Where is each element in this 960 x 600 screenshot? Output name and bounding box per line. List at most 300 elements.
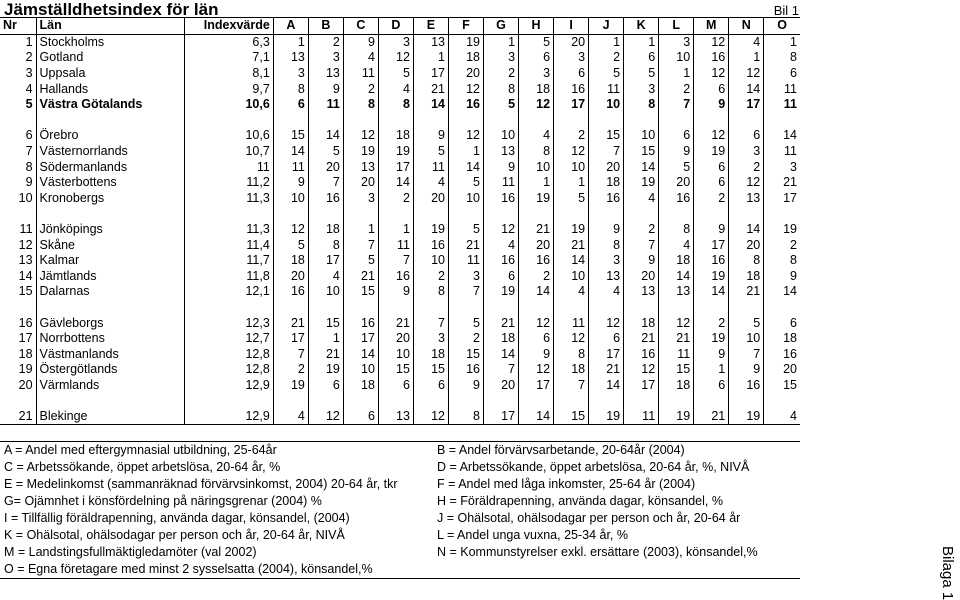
rank-cell: 1 xyxy=(25,34,33,49)
metric-cell: 19 xyxy=(589,409,624,425)
metric-cell: 4 xyxy=(378,81,413,97)
metric-cell: 1 xyxy=(729,50,764,66)
index-value-cell: 12,9 xyxy=(184,409,273,425)
legend-item: A = Andel med eftergymnasial utbildning, 25-64år xyxy=(4,443,277,457)
metric-cell: 17 xyxy=(413,66,448,82)
metric-cell: 10 xyxy=(343,362,378,378)
metric-cell: 10 xyxy=(624,128,659,144)
metric-cell: 2 xyxy=(484,66,519,82)
metric-cell: 10 xyxy=(484,128,519,144)
metric-cell: 20 xyxy=(659,175,694,191)
legend-item: B = Andel förvärvsarbetande, 20-64år (2004) xyxy=(437,443,685,457)
legend-item: E = Medelinkomst (sammanräknad förvärvsinkomst, 2004) 20-64 år, tkr xyxy=(4,477,398,491)
metric-cell: 14 xyxy=(378,175,413,191)
index-value-cell: 11 xyxy=(184,159,273,175)
empty-cell xyxy=(729,113,764,129)
metric-cell: 21 xyxy=(659,331,694,347)
metric-cell: 19 xyxy=(764,222,800,238)
metric-cell: 9 xyxy=(343,34,378,50)
empty-cell xyxy=(729,300,764,316)
metric-cell: 9 xyxy=(764,269,800,285)
empty-cell xyxy=(519,393,554,409)
metric-cell: 20 xyxy=(764,362,800,378)
metric-cell: 10 xyxy=(659,50,694,66)
metric-cell: 6 xyxy=(624,50,659,66)
empty-cell xyxy=(729,206,764,222)
empty-cell xyxy=(764,113,800,129)
metric-cell: 14 xyxy=(273,144,308,160)
rank-cell: 5 xyxy=(25,97,33,112)
empty-cell xyxy=(273,113,308,129)
metric-cell: 11 xyxy=(764,97,800,113)
table-row xyxy=(0,191,800,207)
county-name-cell: Skåne xyxy=(36,237,184,253)
metric-cell: 7 xyxy=(624,237,659,253)
metric-cell: 16 xyxy=(413,237,448,253)
metric-cell: 8 xyxy=(764,253,800,269)
metric-cell: 14 xyxy=(764,128,800,144)
metric-cell: 12 xyxy=(659,315,694,331)
metric-cell: 15 xyxy=(659,362,694,378)
empty-cell xyxy=(694,393,729,409)
metric-cell: 3 xyxy=(484,50,519,66)
rank-cell: 8 xyxy=(25,159,33,174)
metric-cell: 3 xyxy=(659,34,694,50)
metric-cell: 7 xyxy=(589,144,624,160)
column-header: D xyxy=(378,18,413,35)
metric-cell: 1 xyxy=(694,362,729,378)
metric-cell: 14 xyxy=(729,222,764,238)
metric-cell: 6 xyxy=(273,97,308,113)
metric-cell: 12 xyxy=(694,34,729,50)
metric-cell: 6 xyxy=(554,66,589,82)
metric-cell: 12 xyxy=(729,175,764,191)
metric-cell: 5 xyxy=(624,66,659,82)
metric-cell: 13 xyxy=(589,269,624,285)
metric-cell: 9 xyxy=(484,159,519,175)
metric-cell: 9 xyxy=(519,346,554,362)
metric-cell: 4 xyxy=(273,409,308,425)
metric-cell: 9 xyxy=(308,81,343,97)
metric-cell: 14 xyxy=(519,409,554,425)
metric-cell: 14 xyxy=(308,128,343,144)
metric-cell: 15 xyxy=(624,144,659,160)
metric-cell: 3 xyxy=(589,253,624,269)
empty-cell xyxy=(554,206,589,222)
legend-item: J = Ohälsotal, ohälsodagar per person och år, 20-64 år xyxy=(437,511,741,525)
metric-cell: 16 xyxy=(659,191,694,207)
empty-cell xyxy=(343,113,378,129)
metric-cell: 7 xyxy=(273,346,308,362)
metric-cell: 2 xyxy=(343,81,378,97)
metric-cell: 8 xyxy=(413,284,448,300)
county-name-cell: Jämtlands xyxy=(36,269,184,285)
metric-cell: 19 xyxy=(729,409,764,425)
empty-cell xyxy=(448,206,483,222)
metric-cell: 2 xyxy=(448,331,483,347)
metric-cell: 9 xyxy=(659,144,694,160)
metric-cell: 1 xyxy=(659,66,694,82)
metric-cell: 5 xyxy=(448,175,483,191)
metric-cell: 7 xyxy=(484,362,519,378)
metric-cell: 20 xyxy=(413,191,448,207)
metric-cell: 8 xyxy=(729,253,764,269)
metric-cell: 20 xyxy=(378,331,413,347)
county-name-cell: Västernorrlands xyxy=(36,144,184,160)
metric-cell: 5 xyxy=(273,237,308,253)
index-value-cell: 12,8 xyxy=(184,346,273,362)
metric-cell: 19 xyxy=(448,34,483,50)
metric-cell: 18 xyxy=(659,378,694,394)
metric-cell: 21 xyxy=(413,81,448,97)
empty-cell xyxy=(36,300,184,316)
county-name-cell: Stockholms xyxy=(36,34,184,50)
legend-item: G= Ojämnhet i könsfördelning på näringsgrenar (2004) % xyxy=(4,494,322,508)
metric-cell: 17 xyxy=(519,378,554,394)
empty-cell xyxy=(343,393,378,409)
metric-cell: 17 xyxy=(554,97,589,113)
metric-cell: 17 xyxy=(308,253,343,269)
metric-cell: 16 xyxy=(589,191,624,207)
metric-cell: 9 xyxy=(729,362,764,378)
legend xyxy=(0,441,800,579)
metric-cell: 11 xyxy=(589,81,624,97)
metric-cell: 8 xyxy=(378,97,413,113)
legend-item: L = Andel unga vuxna, 25-34 år, % xyxy=(437,528,628,542)
metric-cell: 2 xyxy=(624,222,659,238)
metric-cell: 10 xyxy=(554,269,589,285)
metric-cell: 12 xyxy=(624,362,659,378)
empty-cell xyxy=(184,206,273,222)
legend-item: M = Landstingsfullmäktigledamöter (val 2002) xyxy=(4,545,257,559)
rank-cell: 7 xyxy=(25,144,33,159)
metric-cell: 8 xyxy=(519,144,554,160)
empty-cell xyxy=(36,393,184,409)
empty-cell xyxy=(0,393,36,409)
index-value-cell: 10,6 xyxy=(184,97,273,113)
metric-cell: 7 xyxy=(659,97,694,113)
metric-cell: 1 xyxy=(519,175,554,191)
metric-cell: 12 xyxy=(589,315,624,331)
index-value-cell: 12,9 xyxy=(184,378,273,394)
metric-cell: 21 xyxy=(729,284,764,300)
metric-cell: 14 xyxy=(448,159,483,175)
county-name-cell: Kronobergs xyxy=(36,191,184,207)
empty-cell xyxy=(448,300,483,316)
metric-cell: 16 xyxy=(694,50,729,66)
empty-cell xyxy=(184,300,273,316)
metric-cell: 7 xyxy=(378,253,413,269)
side-label: Bilaga 1 xyxy=(939,546,956,600)
empty-cell xyxy=(308,300,343,316)
column-header: Län xyxy=(36,18,184,35)
empty-cell xyxy=(273,206,308,222)
metric-cell: 15 xyxy=(273,128,308,144)
metric-cell: 4 xyxy=(624,191,659,207)
metric-cell: 15 xyxy=(308,315,343,331)
metric-cell: 10 xyxy=(729,331,764,347)
metric-cell: 3 xyxy=(764,159,800,175)
rank-cell: 21 xyxy=(0,409,36,425)
metric-cell: 6 xyxy=(694,378,729,394)
empty-cell xyxy=(343,300,378,316)
metric-cell: 5 xyxy=(413,144,448,160)
index-value-cell: 12,3 xyxy=(184,315,273,331)
empty-cell xyxy=(308,206,343,222)
metric-cell: 14 xyxy=(484,346,519,362)
index-value-cell: 12,7 xyxy=(184,331,273,347)
metric-cell: 4 xyxy=(519,128,554,144)
metric-cell: 17 xyxy=(729,97,764,113)
metric-cell: 16 xyxy=(273,284,308,300)
metric-cell: 2 xyxy=(694,315,729,331)
metric-cell: 19 xyxy=(378,144,413,160)
legend-item: D = Arbetssökande, öppet arbetslösa, 20-64 år, %, NIVÅ xyxy=(437,460,750,474)
metric-cell: 13 xyxy=(378,409,413,425)
table-row xyxy=(0,175,800,191)
metric-cell: 6 xyxy=(729,128,764,144)
metric-cell: 3 xyxy=(729,144,764,160)
metric-cell: 5 xyxy=(659,159,694,175)
metric-cell: 20 xyxy=(343,175,378,191)
table-row xyxy=(0,128,800,144)
metric-cell: 3 xyxy=(554,50,589,66)
county-name-cell: Östergötlands xyxy=(36,362,184,378)
county-name-cell: Norrbottens xyxy=(36,331,184,347)
metric-cell: 6 xyxy=(764,66,800,82)
metric-cell: 3 xyxy=(343,191,378,207)
index-value-cell: 11,3 xyxy=(184,191,273,207)
metric-cell: 5 xyxy=(484,97,519,113)
table-row xyxy=(0,159,800,175)
metric-cell: 15 xyxy=(413,362,448,378)
legend-item: N = Kommunstyrelser exkl. ersättare (2003), könsandel,% xyxy=(437,545,758,559)
metric-cell: 20 xyxy=(519,237,554,253)
metric-cell: 3 xyxy=(448,269,483,285)
rank-cell: 18 xyxy=(18,346,33,361)
table-row xyxy=(0,97,800,113)
empty-cell xyxy=(659,300,694,316)
metric-cell: 2 xyxy=(659,81,694,97)
table-row xyxy=(0,66,800,82)
legend-row xyxy=(0,561,800,578)
empty-cell xyxy=(659,206,694,222)
metric-cell: 8 xyxy=(308,237,343,253)
metric-cell: 13 xyxy=(273,50,308,66)
index-value-cell: 7,1 xyxy=(184,50,273,66)
metric-cell: 8 xyxy=(448,409,483,425)
metric-cell: 9 xyxy=(624,253,659,269)
metric-cell: 12 xyxy=(484,222,519,238)
table-row xyxy=(0,346,800,362)
empty-cell xyxy=(448,393,483,409)
metric-cell: 6 xyxy=(694,81,729,97)
metric-cell: 17 xyxy=(694,237,729,253)
empty-cell xyxy=(694,113,729,129)
metric-cell: 16 xyxy=(764,346,800,362)
metric-cell: 9 xyxy=(413,128,448,144)
metric-cell: 14 xyxy=(764,284,800,300)
metric-cell: 11 xyxy=(343,66,378,82)
empty-cell xyxy=(413,113,448,129)
metric-cell: 18 xyxy=(589,175,624,191)
metric-cell: 6 xyxy=(694,159,729,175)
metric-cell: 11 xyxy=(413,159,448,175)
metric-cell: 13 xyxy=(484,144,519,160)
metric-cell: 8 xyxy=(764,50,800,66)
legend-row xyxy=(0,493,800,510)
metric-cell: 18 xyxy=(554,362,589,378)
empty-cell xyxy=(273,393,308,409)
legend-item: O = Egna företagare med minst 2 sysselsatta (2004), könsandel,% xyxy=(4,562,373,576)
metric-cell: 1 xyxy=(764,34,800,50)
metric-cell: 21 xyxy=(273,315,308,331)
metric-cell: 4 xyxy=(589,284,624,300)
empty-cell xyxy=(659,113,694,129)
metric-cell: 20 xyxy=(624,269,659,285)
metric-cell: 13 xyxy=(413,34,448,50)
legend-item: K = Ohälsotal, ohälsodagar per person och år, 20-64 år, NIVÅ xyxy=(4,528,345,542)
metric-cell: 9 xyxy=(694,97,729,113)
rank-cell: 10 xyxy=(18,190,33,205)
metric-cell: 5 xyxy=(589,66,624,82)
metric-cell: 17 xyxy=(589,346,624,362)
table-row xyxy=(0,237,800,253)
metric-cell: 5 xyxy=(448,315,483,331)
metric-cell: 9 xyxy=(378,284,413,300)
metric-cell: 19 xyxy=(554,222,589,238)
metric-cell: 8 xyxy=(659,222,694,238)
metric-cell: 4 xyxy=(729,34,764,50)
table-row xyxy=(0,253,800,269)
index-value-cell: 11,7 xyxy=(184,253,273,269)
column-header: G xyxy=(484,18,519,35)
metric-cell: 4 xyxy=(659,237,694,253)
index-value-cell: 10,6 xyxy=(184,128,273,144)
empty-cell xyxy=(484,206,519,222)
metric-cell: 15 xyxy=(764,378,800,394)
empty-cell xyxy=(694,300,729,316)
metric-cell: 20 xyxy=(484,378,519,394)
metric-cell: 1 xyxy=(343,222,378,238)
metric-cell: 6 xyxy=(378,378,413,394)
county-name-cell: Jönköpings xyxy=(36,222,184,238)
metric-cell: 2 xyxy=(694,191,729,207)
empty-cell xyxy=(764,393,800,409)
table-row xyxy=(0,378,800,394)
metric-cell: 14 xyxy=(624,159,659,175)
metric-cell: 11 xyxy=(448,253,483,269)
metric-cell: 1 xyxy=(589,34,624,50)
metric-cell: 17 xyxy=(764,191,800,207)
metric-cell: 13 xyxy=(659,284,694,300)
metric-cell: 3 xyxy=(519,66,554,82)
metric-cell: 5 xyxy=(308,144,343,160)
metric-cell: 1 xyxy=(484,34,519,50)
metric-cell: 9 xyxy=(694,346,729,362)
table-row xyxy=(0,331,800,347)
metric-cell: 6 xyxy=(659,128,694,144)
index-value-cell: 6,3 xyxy=(184,34,273,50)
metric-cell: 6 xyxy=(519,50,554,66)
metric-cell: 3 xyxy=(624,81,659,97)
table-header-row xyxy=(0,18,800,35)
county-name-cell: Värmlands xyxy=(36,378,184,394)
metric-cell: 4 xyxy=(308,269,343,285)
metric-cell: 2 xyxy=(273,362,308,378)
legend-row xyxy=(0,527,800,544)
metric-cell: 18 xyxy=(729,269,764,285)
rank-cell: 14 xyxy=(18,268,33,283)
metric-cell: 16 xyxy=(694,253,729,269)
metric-cell: 20 xyxy=(273,269,308,285)
metric-cell: 12 xyxy=(519,362,554,378)
metric-cell: 14 xyxy=(729,81,764,97)
empty-cell xyxy=(519,206,554,222)
column-header: C xyxy=(343,18,378,35)
metric-cell: 8 xyxy=(554,346,589,362)
metric-cell: 21 xyxy=(484,315,519,331)
metric-cell: 19 xyxy=(484,284,519,300)
metric-cell: 2 xyxy=(764,237,800,253)
metric-cell: 4 xyxy=(343,50,378,66)
column-header: I xyxy=(554,18,589,35)
metric-cell: 12 xyxy=(554,331,589,347)
index-value-cell: 8,1 xyxy=(184,66,273,82)
metric-cell: 2 xyxy=(589,50,624,66)
metric-cell: 6 xyxy=(343,409,378,425)
column-header: M xyxy=(694,18,729,35)
county-name-cell: Blekinge xyxy=(36,409,184,425)
metric-cell: 10 xyxy=(378,346,413,362)
column-header: Indexvärde xyxy=(184,18,273,35)
metric-cell: 21 xyxy=(448,237,483,253)
metric-cell: 15 xyxy=(378,362,413,378)
metric-cell: 4 xyxy=(554,284,589,300)
metric-cell: 8 xyxy=(484,81,519,97)
empty-cell xyxy=(413,300,448,316)
metric-cell: 13 xyxy=(729,191,764,207)
metric-cell: 19 xyxy=(659,409,694,425)
metric-cell: 7 xyxy=(308,175,343,191)
metric-cell: 6 xyxy=(519,331,554,347)
metric-cell: 6 xyxy=(764,315,800,331)
rank-cell: 2 xyxy=(25,50,33,65)
metric-cell: 12 xyxy=(308,409,343,425)
legend-row xyxy=(0,459,800,476)
empty-cell xyxy=(0,206,36,222)
metric-cell: 14 xyxy=(343,346,378,362)
metric-cell: 10 xyxy=(413,253,448,269)
metric-cell: 4 xyxy=(764,409,800,425)
index-value-cell: 11,8 xyxy=(184,269,273,285)
empty-cell xyxy=(308,393,343,409)
empty-cell xyxy=(589,113,624,129)
metric-cell: 8 xyxy=(624,97,659,113)
metric-cell: 19 xyxy=(308,362,343,378)
empty-cell xyxy=(624,206,659,222)
metric-cell: 8 xyxy=(273,81,308,97)
empty-cell xyxy=(413,393,448,409)
column-header: J xyxy=(589,18,624,35)
metric-cell: 19 xyxy=(624,175,659,191)
column-header: L xyxy=(659,18,694,35)
empty-cell xyxy=(273,300,308,316)
metric-cell: 18 xyxy=(413,346,448,362)
empty-cell xyxy=(484,113,519,129)
county-name-cell: Västerbottens xyxy=(36,175,184,191)
metric-cell: 11 xyxy=(764,81,800,97)
